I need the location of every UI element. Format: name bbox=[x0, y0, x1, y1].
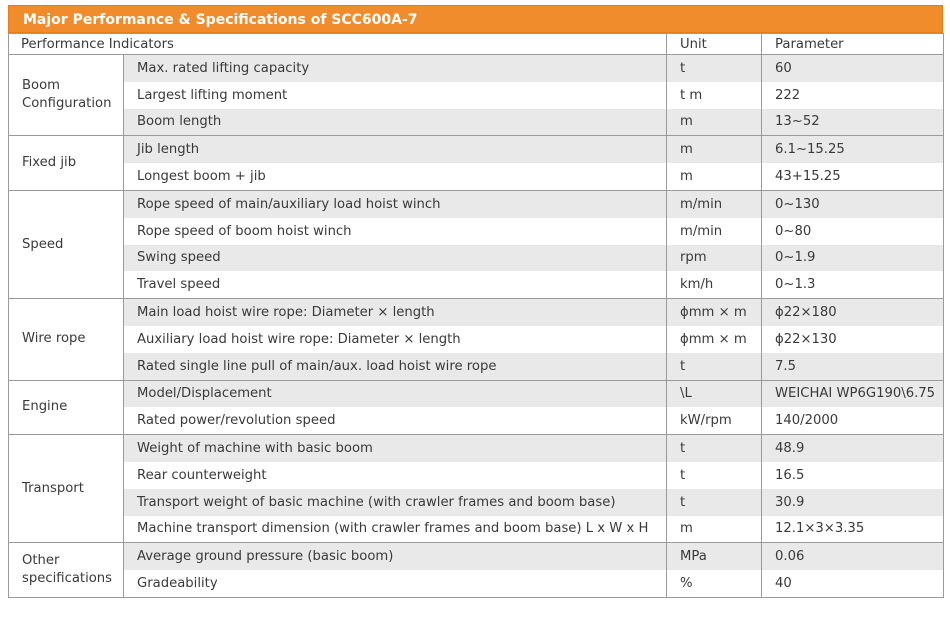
parameter-cell: 60 bbox=[762, 55, 944, 82]
unit-cell: ϕmm × m bbox=[667, 326, 762, 353]
parameter-cell: 0~1.3 bbox=[762, 271, 944, 298]
table-row bbox=[9, 489, 944, 516]
unit-cell: MPa bbox=[667, 543, 762, 570]
unit-cell: ϕmm × m bbox=[667, 299, 762, 326]
unit-cell: t bbox=[667, 55, 762, 82]
table-row bbox=[9, 353, 944, 380]
table-row bbox=[9, 380, 944, 407]
parameter-cell: 16.5 bbox=[762, 462, 944, 489]
table-row bbox=[9, 245, 944, 272]
group-label bbox=[9, 435, 124, 543]
unit-cell: rpm bbox=[667, 245, 762, 272]
table-row bbox=[9, 516, 944, 543]
parameter-cell: 6.1~15.25 bbox=[762, 136, 944, 163]
item-cell: Transport weight of basic machine (with crawler frames and boom base) bbox=[124, 489, 667, 516]
group-label bbox=[9, 380, 124, 435]
unit-cell: t m bbox=[667, 82, 762, 109]
group-label-line: Other bbox=[22, 553, 60, 569]
item-cell: Model/Displacement bbox=[124, 380, 667, 407]
item-cell: Rated power/revolution speed bbox=[124, 407, 667, 434]
parameter-cell: ϕ22×180 bbox=[762, 299, 944, 326]
item-cell: Average ground pressure (basic boom) bbox=[124, 543, 667, 570]
parameter-cell: WEICHAI WP6G190\6.75 bbox=[762, 380, 944, 407]
table-row bbox=[9, 109, 944, 136]
table-row bbox=[9, 163, 944, 190]
table-row bbox=[9, 190, 944, 217]
header-indicators: Performance Indicators bbox=[9, 34, 667, 55]
table-row bbox=[9, 271, 944, 298]
parameter-cell: 7.5 bbox=[762, 353, 944, 380]
parameter-cell: 13~52 bbox=[762, 109, 944, 136]
parameter-cell: 0.06 bbox=[762, 543, 944, 570]
table-row bbox=[9, 218, 944, 245]
item-cell: Jib length bbox=[124, 136, 667, 163]
unit-cell: % bbox=[667, 570, 762, 597]
parameter-cell: 40 bbox=[762, 570, 944, 597]
group-label-line: Speed bbox=[22, 236, 64, 252]
unit-cell: m/min bbox=[667, 190, 762, 217]
item-cell: Rope speed of boom hoist winch bbox=[124, 218, 667, 245]
parameter-cell: 140/2000 bbox=[762, 407, 944, 434]
group-label bbox=[9, 136, 124, 191]
group-label-line: specifications bbox=[22, 571, 113, 587]
parameter-cell: 30.9 bbox=[762, 489, 944, 516]
group-label bbox=[9, 299, 124, 380]
unit-cell: t bbox=[667, 353, 762, 380]
group-label-line: Transport bbox=[22, 480, 84, 496]
item-cell: Travel speed bbox=[124, 271, 667, 298]
item-cell: Swing speed bbox=[124, 245, 667, 272]
unit-cell: km/h bbox=[667, 271, 762, 298]
unit-cell: m/min bbox=[667, 218, 762, 245]
group-label-line: Wire rope bbox=[22, 331, 86, 347]
unit-cell: m bbox=[667, 163, 762, 190]
item-cell: Auxiliary load hoist wire rope: Diameter × length bbox=[124, 326, 667, 353]
group-label bbox=[9, 190, 124, 298]
parameter-cell: 0~130 bbox=[762, 190, 944, 217]
header-parameter: Parameter bbox=[762, 34, 944, 55]
item-cell: Rear counterweight bbox=[124, 462, 667, 489]
header-unit: Unit bbox=[667, 34, 762, 55]
header-row bbox=[9, 34, 944, 55]
spec-sheet bbox=[8, 5, 943, 598]
group-label bbox=[9, 55, 124, 136]
item-cell: Max. rated lifting capacity bbox=[124, 55, 667, 82]
unit-cell: t bbox=[667, 462, 762, 489]
parameter-cell: 222 bbox=[762, 82, 944, 109]
table-row bbox=[9, 136, 944, 163]
item-cell: Weight of machine with basic boom bbox=[124, 435, 667, 462]
table-row bbox=[9, 55, 944, 82]
group-label-line: Configuration bbox=[22, 96, 112, 112]
item-cell: Machine transport dimension (with crawler frames and boom base) L x W x H bbox=[124, 516, 667, 543]
table-row bbox=[9, 570, 944, 597]
spec-table bbox=[8, 33, 944, 598]
table-row bbox=[9, 543, 944, 570]
item-cell: Longest boom + jib bbox=[124, 163, 667, 190]
unit-cell: t bbox=[667, 435, 762, 462]
group-label-line: Fixed jib bbox=[22, 155, 77, 171]
table-row bbox=[9, 82, 944, 109]
unit-cell: \L bbox=[667, 380, 762, 407]
item-cell: Boom length bbox=[124, 109, 667, 136]
parameter-cell: ϕ22×130 bbox=[762, 326, 944, 353]
table-row bbox=[9, 407, 944, 434]
unit-cell: kW/rpm bbox=[667, 407, 762, 434]
group-label bbox=[9, 543, 124, 598]
parameter-cell: 43+15.25 bbox=[762, 163, 944, 190]
parameter-cell: 0~80 bbox=[762, 218, 944, 245]
item-cell: Main load hoist wire rope: Diameter × length bbox=[124, 299, 667, 326]
table-row bbox=[9, 435, 944, 462]
table-title: Major Performance & Specifications of SCC600A-7 bbox=[8, 5, 943, 33]
item-cell: Rated single line pull of main/aux. load hoist wire rope bbox=[124, 353, 667, 380]
unit-cell: m bbox=[667, 136, 762, 163]
parameter-cell: 12.1×3×3.35 bbox=[762, 516, 944, 543]
table-row bbox=[9, 326, 944, 353]
group-label-line: Engine bbox=[22, 399, 68, 415]
group-label-line: Boom bbox=[22, 78, 61, 94]
parameter-cell: 0~1.9 bbox=[762, 245, 944, 272]
parameter-cell: 48.9 bbox=[762, 435, 944, 462]
unit-cell: m bbox=[667, 109, 762, 136]
unit-cell: t bbox=[667, 489, 762, 516]
table-row bbox=[9, 462, 944, 489]
item-cell: Gradeability bbox=[124, 570, 667, 597]
unit-cell: m bbox=[667, 516, 762, 543]
item-cell: Largest lifting moment bbox=[124, 82, 667, 109]
item-cell: Rope speed of main/auxiliary load hoist winch bbox=[124, 190, 667, 217]
table-row bbox=[9, 299, 944, 326]
